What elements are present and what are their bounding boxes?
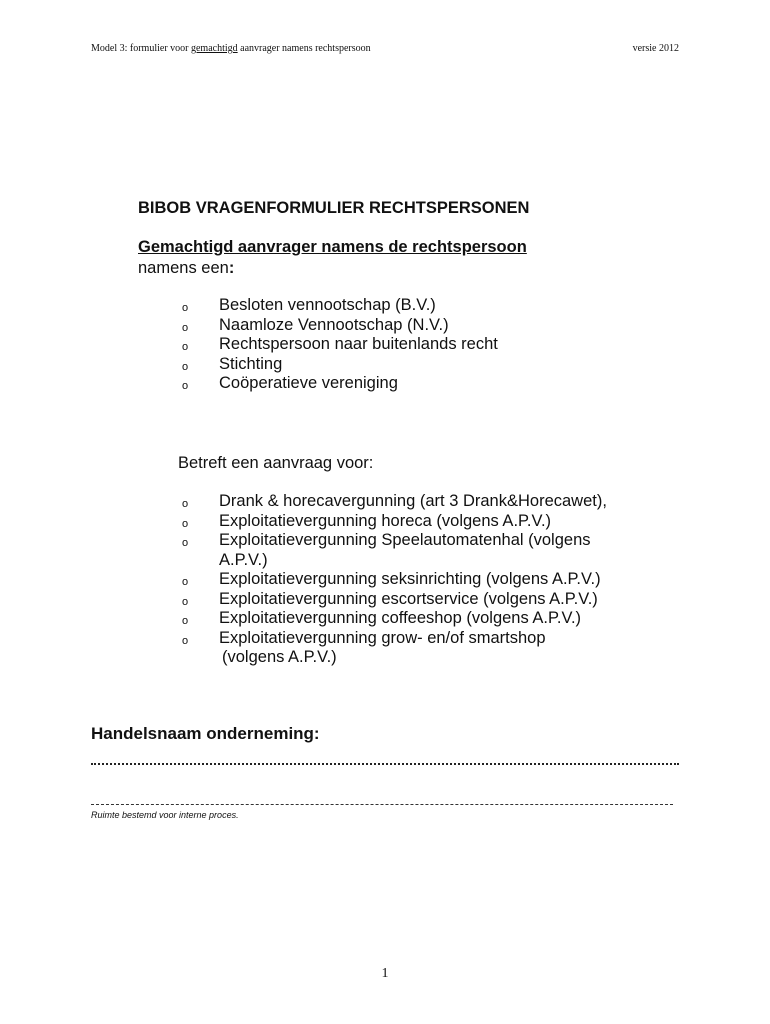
rechtsvorm-option-label: Naamloze Vennootschap (N.V.)	[219, 315, 449, 334]
vergunning-option-label: Exploitatievergunning escortservice (volgens A.P.V.)	[219, 589, 598, 608]
rechtsvorm-option[interactable]	[176, 355, 498, 375]
checkbox-circle-icon[interactable]: o	[182, 498, 189, 510]
rechtsvorm-option[interactable]	[176, 335, 498, 355]
vergunning-option[interactable]	[176, 512, 676, 532]
vergunning-option[interactable]	[176, 531, 676, 570]
rechtsvorm-option-label: Stichting	[219, 354, 283, 373]
checkbox-circle-icon[interactable]: o	[182, 380, 189, 392]
rechtsvorm-options	[176, 296, 498, 394]
checkbox-circle-icon[interactable]: o	[182, 517, 189, 530]
vergunning-option-label-continued: A.P.V.)	[219, 550, 268, 569]
vergunning-option-label: Drank & horecavergunning (art 3 Drank&Horecawet),	[219, 492, 607, 510]
vergunning-option[interactable]	[176, 570, 676, 590]
form-subtitle: Gemachtigd aanvrager namens de rechtspersoon	[138, 238, 527, 256]
namens-een-label	[138, 259, 234, 278]
rechtsvorm-option-label: Besloten vennootschap (B.V.)	[219, 296, 436, 314]
rechtsvorm-option[interactable]	[176, 374, 498, 394]
checkbox-circle-icon[interactable]: o	[182, 576, 189, 588]
checkbox-circle-icon[interactable]: o	[182, 634, 189, 647]
rechtsvorm-option[interactable]	[176, 296, 498, 316]
checkbox-circle-icon[interactable]: o	[182, 341, 189, 353]
checkbox-circle-icon[interactable]: o	[182, 595, 189, 608]
internal-use-divider	[91, 804, 673, 805]
header-underlined-word: gemachtigd	[190, 43, 238, 54]
vergunning-option-label: Exploitatievergunning horeca (volgens A.P.V.)	[219, 511, 552, 530]
vergunning-option[interactable]	[176, 609, 676, 629]
vergunning-option-label: Exploitatievergunning seksinrichting (volgens A.P.V.)	[219, 570, 601, 588]
vergunning-option[interactable]	[176, 590, 676, 610]
handelsnaam-label: Handelsnaam onderneming:	[91, 724, 320, 743]
vergunning-option[interactable]	[176, 629, 676, 668]
vergunning-option-label-continued: (volgens A.P.V.)	[222, 648, 337, 666]
page-header-title	[91, 43, 371, 54]
page-number: 1	[381, 966, 389, 981]
rechtsvorm-option-label: Coöperatieve vereniging	[219, 374, 398, 392]
checkbox-circle-icon[interactable]: o	[182, 321, 189, 334]
vergunning-option[interactable]	[176, 492, 676, 512]
checkbox-circle-icon[interactable]: o	[182, 537, 189, 549]
rechtsvorm-option[interactable]	[176, 316, 498, 336]
betreft-label: Betreft een aanvraag voor:	[178, 454, 374, 472]
vergunning-option-label: Exploitatievergunning Speelautomatenhal (volgens	[219, 531, 591, 549]
header-prefix: Model 3: formulier voor	[91, 43, 191, 54]
namens-een-text: namens een	[138, 259, 229, 277]
handelsnaam-input-line[interactable]	[91, 763, 679, 765]
checkbox-circle-icon[interactable]: o	[182, 615, 189, 627]
page-header-version: versie 2012	[632, 43, 679, 54]
header-suffix: aanvrager namens rechtspersoon	[237, 43, 371, 54]
vergunning-option-label: Exploitatievergunning grow- en/of smartshop	[219, 628, 546, 647]
rechtsvorm-option-label: Rechtspersoon naar buitenlands recht	[219, 335, 498, 353]
checkbox-circle-icon[interactable]: o	[182, 360, 189, 373]
vergunning-options	[176, 492, 676, 668]
form-title: BIBOB VRAGENFORMULIER RECHTSPERSONEN	[138, 199, 530, 217]
namens-een-colon: :	[228, 259, 235, 277]
checkbox-circle-icon[interactable]: o	[182, 302, 189, 314]
internal-use-note: Ruimte bestemd voor interne proces.	[91, 810, 239, 820]
vergunning-option-label: Exploitatievergunning coffeeshop (volgens A.P.V.)	[219, 609, 582, 627]
